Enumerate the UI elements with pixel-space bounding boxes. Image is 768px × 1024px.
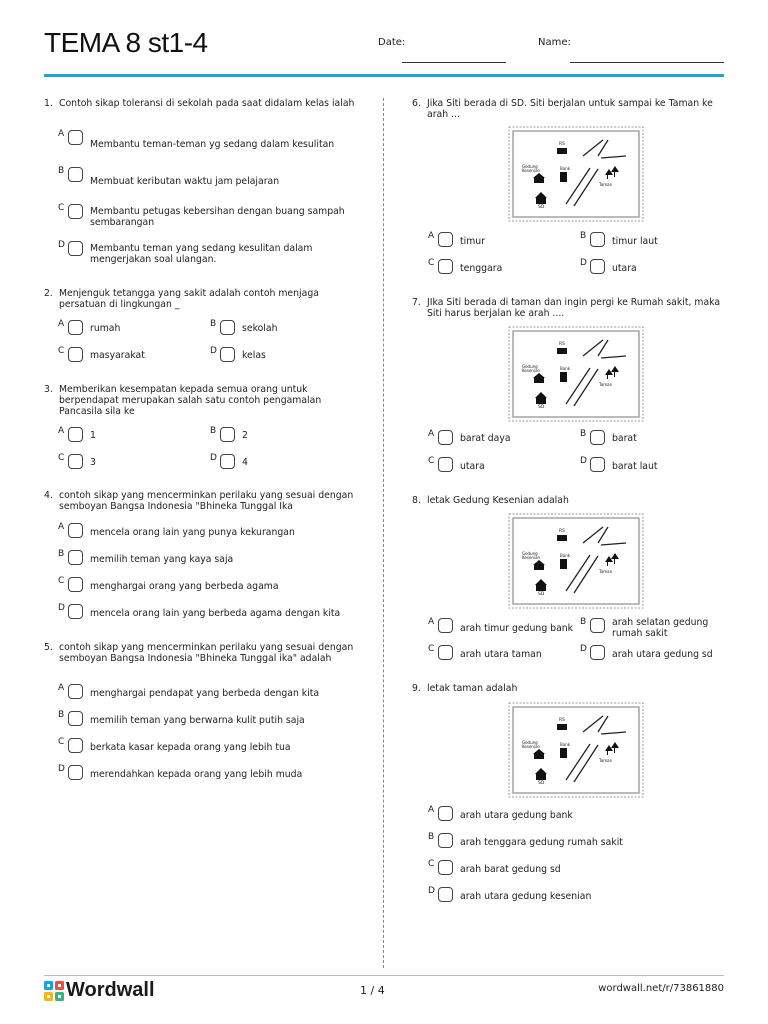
question-text: letak taman adalah <box>427 683 518 694</box>
date-field[interactable] <box>402 62 506 63</box>
option-letter: A <box>58 129 65 139</box>
option-letter: B <box>580 231 587 241</box>
page-number: 1 / 4 <box>360 984 385 997</box>
option-letter: C <box>428 644 435 654</box>
map-figure <box>508 702 644 798</box>
question-text: JIka Siti berada di taman dan ingin pergi ke Rumah sakit, maka Siti harus berjalan ke arah .... <box>427 297 721 319</box>
worksheet-title: TEMA 8 st1-4 <box>44 27 208 58</box>
option-letter: B <box>580 617 587 627</box>
option-text: arah utara gedung bank <box>460 810 573 821</box>
question-text: Memberikan kesempatan kepada semua orang untuk berpendapat merupakan salah satu contoh pengamalan Pancasila sila ke <box>59 384 322 417</box>
question-text: letak Gedung Kesenian adalah <box>427 495 569 506</box>
map-label-kesenian: Kesenian <box>522 744 541 749</box>
option-text: arah tenggara gedung rumah sakit <box>460 837 623 848</box>
option-text: sekolah <box>242 323 278 334</box>
map-image <box>508 702 644 798</box>
option-letter: C <box>58 203 65 213</box>
option-letter: A <box>58 683 65 693</box>
option-letter: C <box>428 258 435 268</box>
map-figure <box>508 126 644 222</box>
map-label-sd: SD <box>538 405 545 410</box>
map-label-sd: SD <box>538 781 545 786</box>
option-checkbox[interactable] <box>438 618 453 633</box>
hospital-icon <box>557 724 567 730</box>
option-letter: B <box>58 549 65 559</box>
option-checkbox[interactable] <box>68 765 83 780</box>
option-text: utara <box>460 461 485 472</box>
option-letter: A <box>58 319 65 329</box>
map-label-bank: Bank <box>560 742 571 747</box>
name-label: Name: <box>538 37 571 48</box>
map-label-gedung: Gedung <box>522 740 538 745</box>
question-text: Contoh sikap toleransi di sekolah pada saat didalam kelas ialah <box>59 98 355 109</box>
option-text: Membantu teman yang sedang kesulitan dalam mengerjakan soal ulangan. <box>90 243 313 265</box>
option-text: timur laut <box>612 236 658 247</box>
option-checkbox[interactable] <box>438 232 453 247</box>
option-letter: B <box>58 710 65 720</box>
option-text: menghargai pendapat yang berbeda dengan kita <box>90 688 320 699</box>
map-label-bank: Bank <box>560 166 571 171</box>
option-checkbox[interactable] <box>438 887 453 902</box>
option-letter: A <box>428 617 435 627</box>
option-checkbox[interactable] <box>68 684 83 699</box>
option-text: 3 <box>90 457 96 468</box>
option-letter: A <box>58 522 65 532</box>
option-letter: D <box>210 453 217 463</box>
option-text: mencela orang lain yang berbeda agama dengan kita <box>90 608 341 619</box>
option-checkbox[interactable] <box>68 427 83 442</box>
question-number: 6. <box>412 98 421 109</box>
option-letter: D <box>580 258 587 268</box>
question-text: contoh sikap yang mencerminkan perilaku yang sesuai dengan semboyan Bangsa Indonesia "Bhineka Tunggal Ika <box>59 490 354 512</box>
option-checkbox[interactable] <box>438 259 453 274</box>
option-checkbox[interactable] <box>68 167 83 182</box>
option-checkbox[interactable] <box>68 320 83 335</box>
hospital-icon <box>557 535 567 541</box>
option-checkbox[interactable] <box>590 618 605 633</box>
option-checkbox[interactable] <box>68 454 83 469</box>
option-text: merendahkan kepada orang yang lebih muda <box>90 769 303 780</box>
option-checkbox[interactable] <box>220 427 235 442</box>
option-text: tenggara <box>460 263 503 274</box>
question-number: 8. <box>412 495 421 506</box>
option-text: barat laut <box>612 461 658 472</box>
option-letter: A <box>428 805 435 815</box>
map-label-rs: RS <box>559 342 565 347</box>
option-checkbox[interactable] <box>438 430 453 445</box>
option-letter: D <box>58 603 65 613</box>
option-letter: C <box>58 346 65 356</box>
option-checkbox[interactable] <box>590 457 605 472</box>
option-checkbox[interactable] <box>68 738 83 753</box>
option-text: arah utara gedung kesenian <box>460 891 592 902</box>
source-url[interactable]: wordwall.net/r/73861880 <box>598 983 724 994</box>
hospital-icon <box>557 148 567 154</box>
option-text: memilih teman yang berwarna kulit putih saja <box>90 715 305 726</box>
question-text: Menjenguk tetangga yang sakit adalah contoh menjaga persatuan di lingkungan _ <box>59 288 319 310</box>
option-text: barat <box>612 433 637 444</box>
map-label-rs: RS <box>559 718 565 723</box>
footer-divider <box>44 975 724 976</box>
question-text: contoh sikap yang mencerminkan perilaku yang sesuai dengan semboyan Bangsa Indonesia "Bhineka Tunggal ika" adalah <box>59 642 354 664</box>
question-number: 5. <box>44 642 53 653</box>
option-text: menghargai orang yang berbeda agama <box>90 581 279 592</box>
question-number: 4. <box>44 490 53 501</box>
option-letter: B <box>428 832 435 842</box>
option-text: Membantu petugas kebersihan dengan buang sampah sembarangan <box>90 206 345 228</box>
map-label-bank: Bank <box>560 553 571 558</box>
option-text: rumah <box>90 323 121 334</box>
map-label-gedung: Gedung <box>522 164 538 169</box>
option-text: Membuat keributan waktu jam pelajaran <box>90 176 280 187</box>
bank-icon <box>560 372 567 382</box>
option-checkbox[interactable] <box>438 806 453 821</box>
option-text: arah timur gedung bank <box>460 623 574 634</box>
option-text: arah utara taman <box>460 649 542 660</box>
map-image <box>508 326 644 422</box>
option-text: mencela orang lain yang punya kekurangan <box>90 527 295 538</box>
option-checkbox[interactable] <box>68 204 83 219</box>
option-text: timur <box>460 236 485 247</box>
wordwall-logo-icon <box>44 981 64 1001</box>
option-letter: A <box>58 426 65 436</box>
map-label-sd: SD <box>538 592 545 597</box>
bank-icon <box>560 559 567 569</box>
map-figure <box>508 326 644 422</box>
option-checkbox[interactable] <box>590 430 605 445</box>
option-text: berkata kasar kepada orang yang lebih tua <box>90 742 291 753</box>
map-label-bank: Bank <box>560 366 571 371</box>
option-text: 4 <box>242 457 248 468</box>
option-letter: B <box>580 429 587 439</box>
map-label-kesenian: Kesenian <box>522 168 541 173</box>
wordwall-logo-text: Wordwall <box>66 979 155 1001</box>
option-checkbox[interactable] <box>438 457 453 472</box>
map-label-taman: Taman <box>599 182 613 187</box>
option-text: arah utara gedung sd <box>612 649 713 660</box>
question-number: 7. <box>412 297 421 308</box>
option-letter: B <box>210 426 217 436</box>
option-checkbox[interactable] <box>220 347 235 362</box>
map-label-kesenian: Kesenian <box>522 555 541 560</box>
option-letter: C <box>428 859 435 869</box>
option-text: memilih teman yang kaya saja <box>90 554 234 565</box>
question-number: 3. <box>44 384 53 395</box>
map-label-taman: Taman <box>599 569 613 574</box>
question-number: 9. <box>412 683 421 694</box>
question-text: Jika Siti berada di SD. Siti berjalan untuk sampai ke Taman ke arah ... <box>427 98 713 120</box>
option-checkbox[interactable] <box>438 645 453 660</box>
option-checkbox[interactable] <box>590 232 605 247</box>
option-letter: D <box>58 764 65 774</box>
column-divider <box>383 98 384 968</box>
option-checkbox[interactable] <box>68 130 83 145</box>
option-letter: A <box>428 429 435 439</box>
option-checkbox[interactable] <box>68 523 83 538</box>
map-label-gedung: Gedung <box>522 551 538 556</box>
option-letter: D <box>58 240 65 250</box>
date-label: Date: <box>378 37 406 48</box>
option-text: kelas <box>242 350 266 361</box>
question-number: 1. <box>44 98 53 109</box>
option-letter: C <box>58 453 65 463</box>
map-image <box>508 513 644 609</box>
option-letter: D <box>210 346 217 356</box>
option-letter: B <box>58 166 65 176</box>
map-figure <box>508 513 644 609</box>
question-number: 2. <box>44 288 53 299</box>
option-text: utara <box>612 263 637 274</box>
map-label-rs: RS <box>559 142 565 147</box>
option-checkbox[interactable] <box>68 711 83 726</box>
map-label-rs: RS <box>559 529 565 534</box>
bank-icon <box>560 172 567 182</box>
option-letter: D <box>580 456 587 466</box>
option-checkbox[interactable] <box>68 577 83 592</box>
map-label-taman: Taman <box>599 382 613 387</box>
option-text: arah selatan gedung rumah sakit <box>612 617 709 639</box>
bank-icon <box>560 748 567 758</box>
option-letter: C <box>58 576 65 586</box>
option-checkbox[interactable] <box>590 259 605 274</box>
map-label-gedung: Gedung <box>522 364 538 369</box>
option-text: 1 <box>90 430 96 441</box>
option-text: barat daya <box>460 433 511 444</box>
option-letter: C <box>428 456 435 466</box>
option-letter: B <box>210 319 217 329</box>
header-accent-bar <box>44 74 724 77</box>
option-checkbox[interactable] <box>438 860 453 875</box>
option-checkbox[interactable] <box>438 833 453 848</box>
option-checkbox[interactable] <box>68 604 83 619</box>
option-letter: A <box>428 231 435 241</box>
map-image <box>508 126 644 222</box>
map-label-taman: Taman <box>599 758 613 763</box>
option-checkbox[interactable] <box>220 320 235 335</box>
option-letter: D <box>428 886 435 896</box>
option-checkbox[interactable] <box>68 241 83 256</box>
hospital-icon <box>557 348 567 354</box>
option-checkbox[interactable] <box>220 454 235 469</box>
option-letter: D <box>580 644 587 654</box>
option-text: arah barat gedung sd <box>460 864 561 875</box>
option-checkbox[interactable] <box>68 550 83 565</box>
option-checkbox[interactable] <box>590 645 605 660</box>
name-field[interactable] <box>570 62 724 63</box>
option-text: 2 <box>242 430 248 441</box>
option-text: Membantu teman-teman yg sedang dalam kesulitan <box>90 139 335 150</box>
option-letter: C <box>58 737 65 747</box>
map-label-sd: SD <box>538 205 545 210</box>
map-label-kesenian: Kesenian <box>522 368 541 373</box>
option-text: masyarakat <box>90 350 145 361</box>
option-checkbox[interactable] <box>68 347 83 362</box>
